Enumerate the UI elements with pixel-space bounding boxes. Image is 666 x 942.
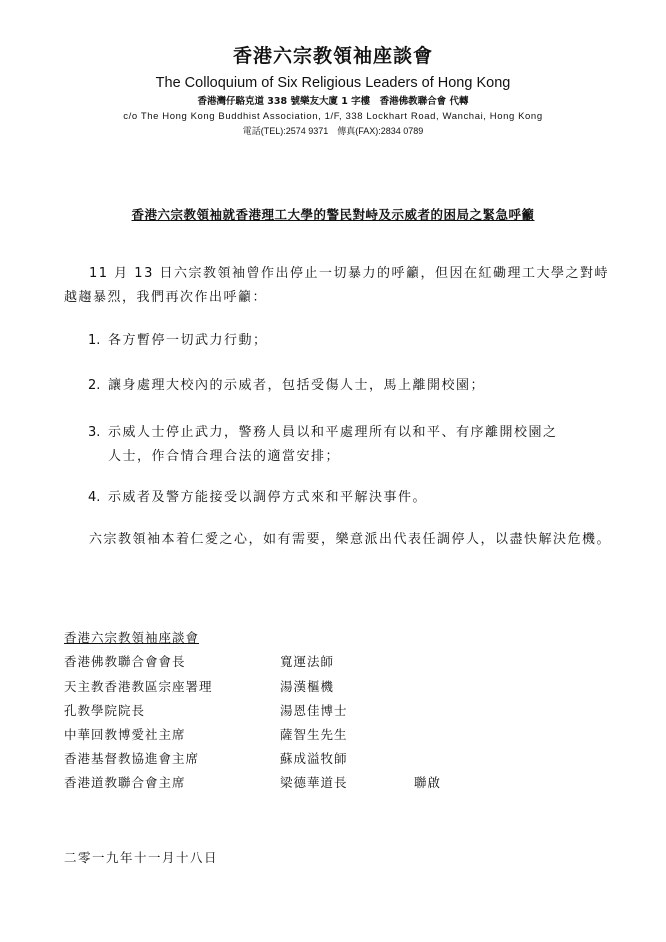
letterhead-title-en: The Colloquium of Six Religious Leaders of Hong Kong xyxy=(155,75,511,91)
document-date: 二零一九年十一月十八日 xyxy=(64,850,219,865)
signatory-role: 香港佛教聯合會會長 xyxy=(64,654,186,669)
appeal-number: 3. xyxy=(88,425,101,440)
appeal-item xyxy=(88,329,608,353)
signatory-name: 蘇成溢牧師 xyxy=(280,751,348,766)
letterhead-address-zh: 香港灣仔駱克道 338 號樂友大廈 1 字樓 香港佛教聯合會 代轉 xyxy=(197,96,469,107)
appeal-item xyxy=(88,486,608,510)
joint-signature-word: 聯啟 xyxy=(414,775,442,790)
letterhead-phone-fax: 電話(TEL):2574 9371 傳真(FAX):2834 0789 xyxy=(242,126,424,136)
appeal-item xyxy=(88,421,608,469)
intro-paragraph: 11 月 13 日六宗教領袖曾作出停止一切暴力的呼籲，但因在紅磡理工大學之對峙越趨暴烈，我們再次作出呼籲： xyxy=(64,266,609,305)
signatory-role: 香港基督教協進會主席 xyxy=(64,751,200,766)
letterhead-title-zh: 香港六宗教領袖座談會 xyxy=(232,45,433,67)
signatory-role: 中華回教博愛社主席 xyxy=(64,727,186,742)
letterhead-address-en: c/o The Hong Kong Buddhist Association, 1/F, 338 Lockhart Road, Wanchai, Hong Kong xyxy=(123,111,543,122)
appeal-number: 4. xyxy=(88,490,101,505)
signatory-name: 梁德華道長 xyxy=(280,775,348,790)
closing-paragraph: 六宗教領袖本着仁愛之心，如有需要，樂意派出代表任調停人，以盡快解決危機。 xyxy=(89,532,612,547)
appeal-text: 讓身處理大校內的示威者，包括受傷人士，馬上離開校園； xyxy=(108,378,486,393)
signatory-name: 湯漢樞機 xyxy=(280,679,335,694)
appeal-text-continued: 人士，作合情合理合法的適當安排； xyxy=(108,449,341,464)
signatory-role: 天主教香港教區宗座署理 xyxy=(64,679,213,694)
signatory-role: 香港道教聯合會主席 xyxy=(64,775,186,790)
letterhead xyxy=(0,44,666,137)
appeal-number: 1. xyxy=(88,333,101,348)
signatory-name: 薩智生先生 xyxy=(280,727,348,742)
signatory-name: 湯恩佳博士 xyxy=(280,703,348,718)
appeal-text: 示威人士停止武力，警務人員以和平處理所有以和平、有序離開校園之 xyxy=(108,425,558,440)
signatory-name: 寬運法師 xyxy=(280,654,335,669)
signatory-role: 孔教學院院長 xyxy=(64,703,146,718)
appeal-text: 示威者及警方能接受以調停方式來和平解決事件。 xyxy=(108,490,428,505)
signatory-organization: 香港六宗教領袖座談會 xyxy=(64,630,200,645)
appeal-number: 2. xyxy=(88,378,101,393)
appeal-text: 各方暫停一切武力行動； xyxy=(108,333,268,348)
appeal-item xyxy=(88,374,608,398)
document-headline: 香港六宗教領袖就香港理工大學的警民對峙及示威者的困局之緊急呼籲 xyxy=(131,207,535,222)
